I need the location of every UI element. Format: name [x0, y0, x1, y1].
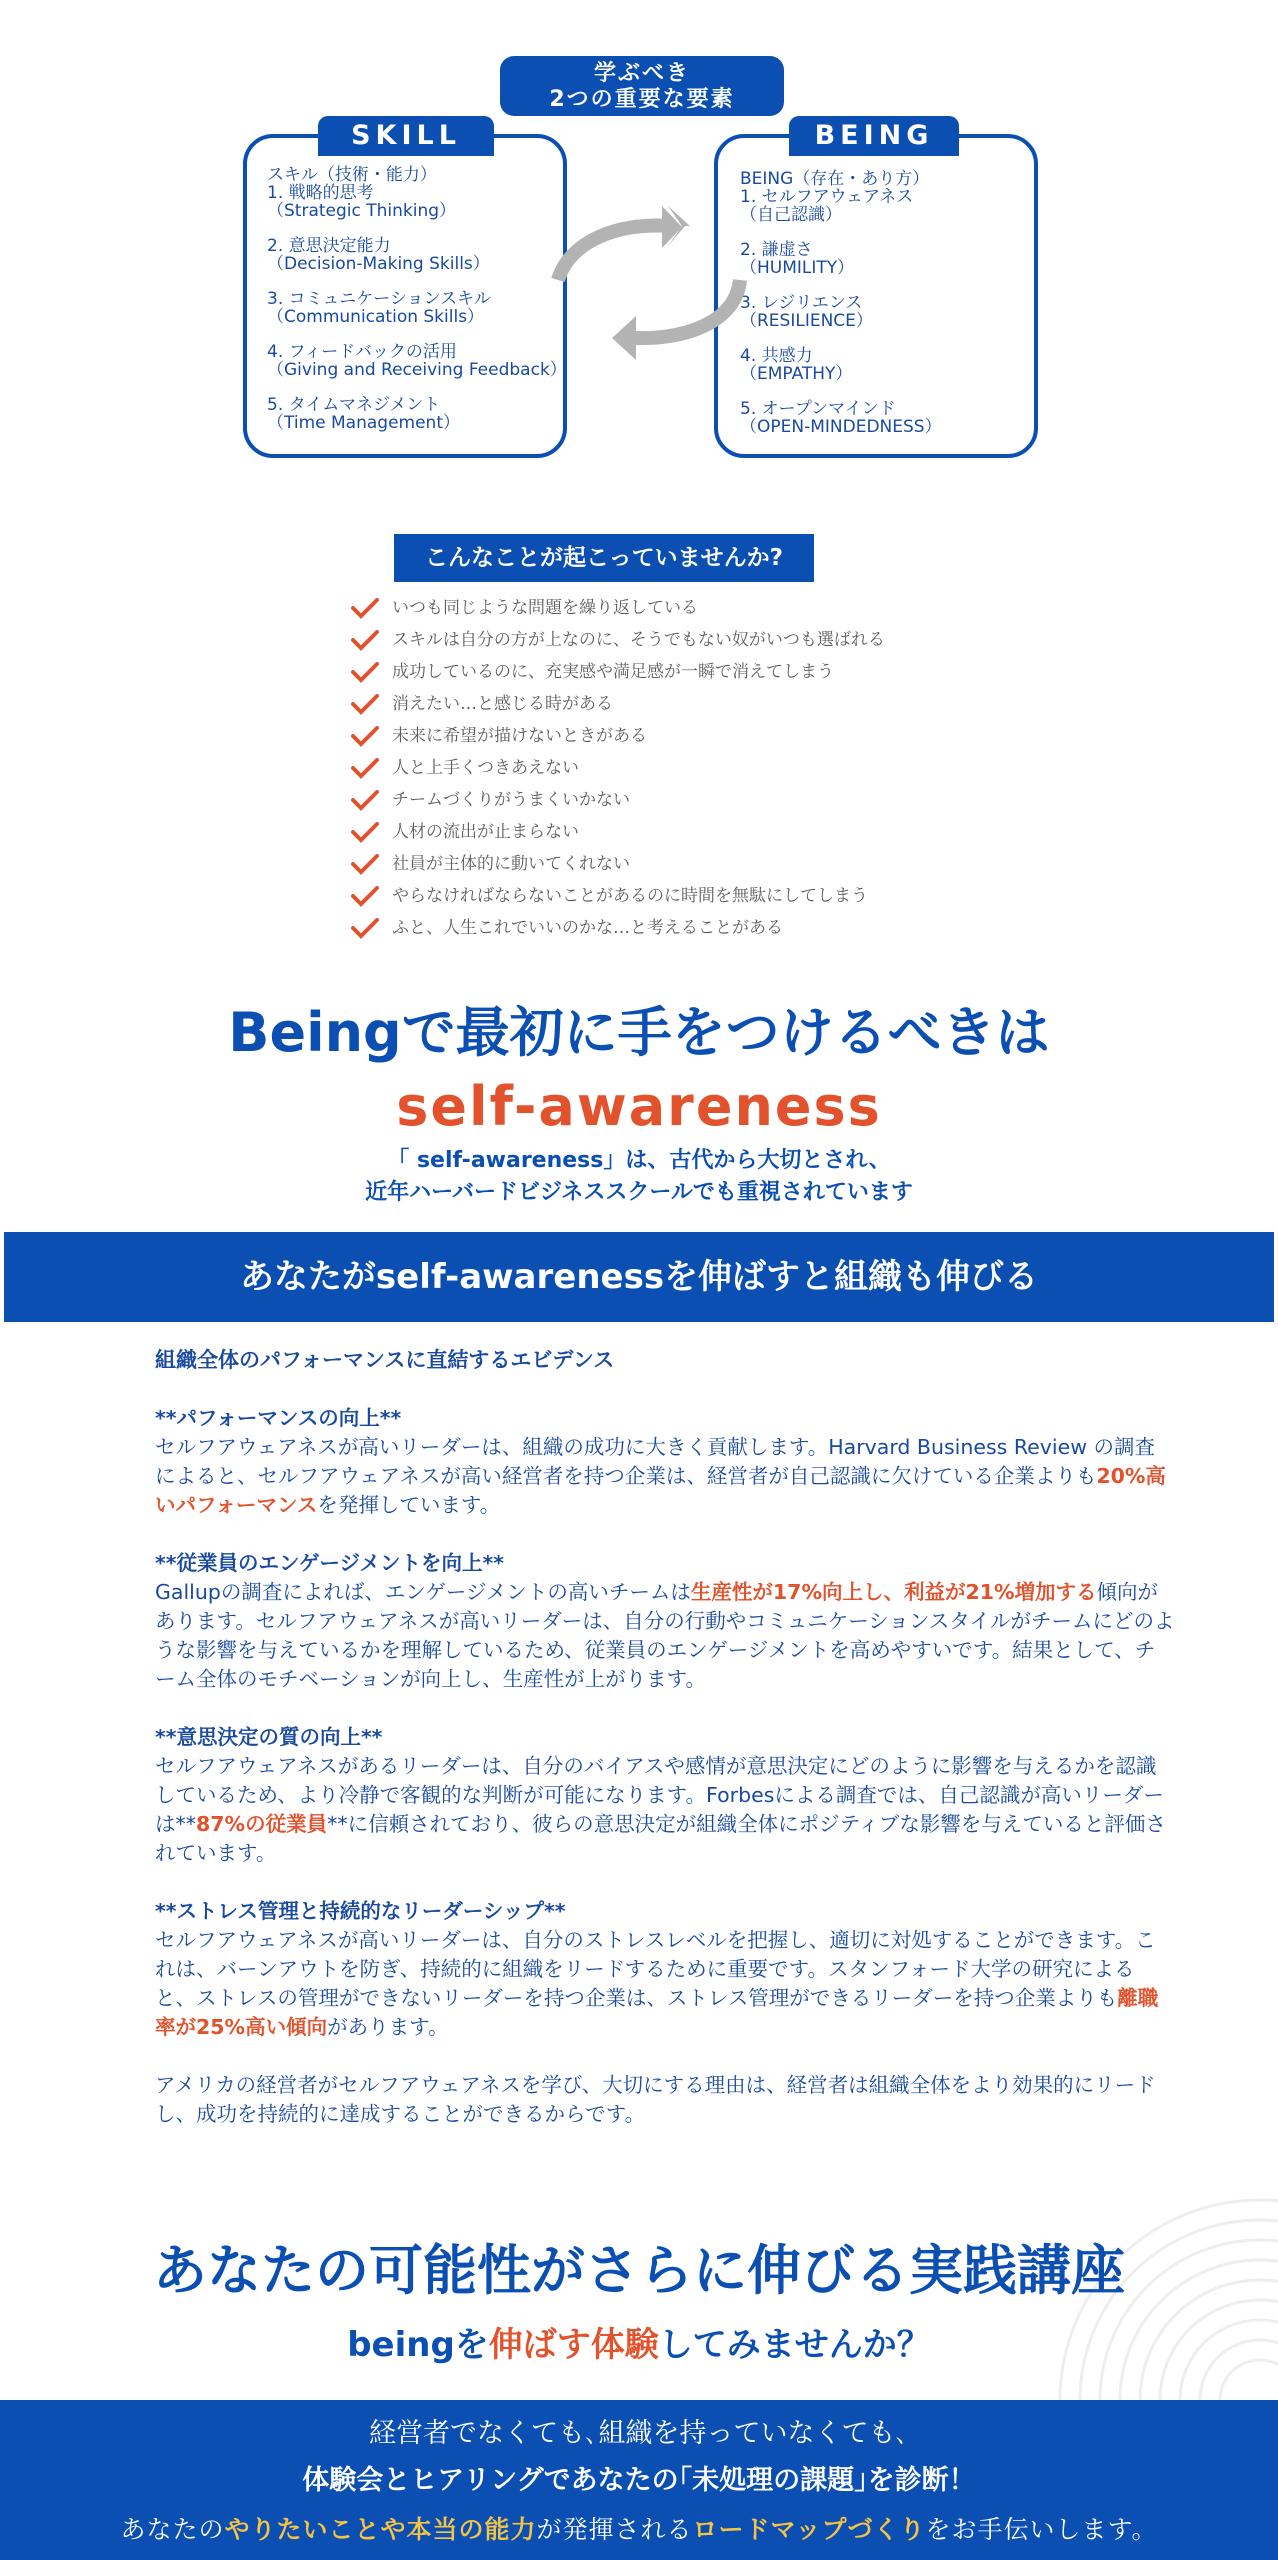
- evidence-title: 組織全体のパフォーマンスに直結するエビデンス: [155, 1348, 615, 1372]
- list-item-text: 社員が主体的に動いてくれない: [392, 854, 630, 874]
- list-item: [350, 688, 885, 720]
- check-icon: [350, 885, 380, 907]
- list-item-text: やらなければならないことがあるのに時間を無駄にしてしまう: [392, 886, 868, 906]
- list-item-text: スキルは自分の方が上なのに、そうでもない奴がいつも選ばれる: [392, 630, 885, 650]
- being-item: [740, 188, 1030, 224]
- skill-item-en: （Strategic Thinking）: [267, 201, 457, 221]
- section-heading: **従業員のエンゲージメントを向上**: [155, 1551, 504, 1575]
- diagram-title: [500, 56, 784, 116]
- body-text: セルフアウェアネスが高いリーダーは、組織の成功に大きく貢献します。Harvard Business Review の調査によると、セルフアウェアネスが高い経営者を持つ企業は、経営者が自己認識に欠けている企業よりも: [155, 1435, 1155, 1488]
- check-icon: [350, 853, 380, 875]
- section-heading: **パフォーマンスの向上**: [155, 1406, 402, 1430]
- list-item: [350, 816, 885, 848]
- list-item-text: いつも同じような問題を繰り返している: [392, 598, 698, 618]
- evidence-closing: アメリカの経営者がセルフアウェアネスを学び、大切にする理由は、経営者は組織全体をより効果的にリードし、成功を持続的に達成することができるからです。: [155, 2073, 1156, 2126]
- cta-subtitle: [0, 2320, 1278, 2370]
- footer-banner: [0, 2400, 1278, 2560]
- list-item: [350, 880, 885, 912]
- being-item-title: 5. オープンマインド: [740, 399, 896, 419]
- list-item: [350, 752, 885, 784]
- skill-heading: スキル（技術・能力）: [267, 165, 437, 185]
- section-heading: **意思決定の質の向上**: [155, 1725, 383, 1749]
- list-item: [350, 624, 885, 656]
- check-icon: [350, 757, 380, 779]
- skill-item-title: 5. タイムマネジメント: [267, 395, 441, 415]
- being-item: [740, 400, 1030, 436]
- footer-highlight: やりたいことや本当の能力: [224, 2515, 537, 2544]
- footer-text: をお手伝いします。: [925, 2515, 1158, 2544]
- section-body: [155, 1578, 1175, 1694]
- being-item-title: 2. 謙虚さ: [740, 240, 813, 260]
- list-item: [350, 784, 885, 816]
- cta-sub-text: beingを: [347, 2325, 489, 2365]
- section-body: [155, 1926, 1175, 2042]
- skill-item-title: 3. コミュニケーションスキル: [267, 289, 491, 309]
- cycle-arrows-icon: [540, 200, 760, 370]
- list-item: [350, 912, 885, 944]
- cta-title: あなたの可能性がさらに伸びる実践講座: [153, 2239, 1125, 2302]
- check-icon: [350, 597, 380, 619]
- skill-item-title: 4. フィードバックの活用: [267, 342, 457, 362]
- being-item-en: （自己認識）: [740, 205, 842, 225]
- body-text: 傾向があります。セルフアウェアネスが高いリーダーは、自分の行動やコミュニケーションスタイルがチームにどのような影響を与えているかを理解しているため、従業員のエンゲージメントを高めやすいです。結果として、チーム全体のモチベーションが向上し、生産性が上がります。: [155, 1580, 1175, 1691]
- list-item-text: 人材の流出が止まらない: [392, 822, 579, 842]
- skill-item: [267, 184, 567, 220]
- skill-item-en: （Decision-Making Skills）: [267, 254, 490, 274]
- evidence-section: [155, 1346, 1175, 2158]
- cta-sub-highlight: 伸ばす体験: [488, 2325, 659, 2365]
- headline-sub-2: 近年ハーバードビジネススクールでも重視されています: [365, 1180, 913, 1205]
- skill-item-title: 1. 戦略的思考: [267, 183, 374, 203]
- body-text: **に信頼されており、彼らの意思決定が組織全体にポジティブな影響を与えていると評価されています。: [155, 1812, 1166, 1865]
- being-item-title: 3. レジリエンス: [740, 293, 863, 313]
- evidence-stress: [155, 1897, 1175, 2042]
- headline-accent: self-awareness: [396, 1075, 882, 1138]
- list-item-text: 消えたい…と感じる時がある: [392, 694, 613, 714]
- being-heading: BEING（存在・あり方）: [740, 169, 930, 189]
- evidence-performance: [155, 1404, 1175, 1520]
- highlight-text: 生産性が17%向上し、利益が21%増加する: [690, 1580, 1097, 1604]
- being-list: [740, 170, 1030, 453]
- footer-line-2: 体験会とヒアリングであなたの｢未処理の課題｣を診断！: [302, 2465, 976, 2496]
- section-body: [155, 1752, 1175, 1868]
- highlight-text: 87%の従業員: [196, 1812, 328, 1836]
- skill-list: [267, 166, 567, 449]
- list-item: [350, 720, 885, 752]
- headline-main: Beingで最初に手をつけるべきは: [228, 1001, 1050, 1064]
- skill-item: [267, 343, 567, 379]
- skill-item: [267, 237, 567, 273]
- evidence-decision: [155, 1723, 1175, 1868]
- skill-item-title: 2. 意思決定能力: [267, 236, 391, 256]
- check-icon: [350, 725, 380, 747]
- body-text: セルフアウェアネスがあるリーダーは、自分のバイアスや感情が意思決定にどのように影響を与えるかを認識しているため、より冷静で客観的な判断が可能になります。Forbesによる調査では、自己認識が高いリーダーは**: [155, 1754, 1164, 1836]
- check-icon: [350, 789, 380, 811]
- being-item-en: （OPEN-MINDEDNESS）: [740, 417, 942, 437]
- skill-being-diagram: [0, 0, 1278, 470]
- skill-item-en: （Time Management）: [267, 413, 460, 433]
- section-band: あなたがself-awarenessを伸ばすと組織も伸びる: [4, 1232, 1274, 1322]
- skill-item-en: （Communication Skills）: [267, 307, 485, 327]
- being-item-en: （HUMILITY）: [740, 258, 855, 278]
- body-text: Gallupの調査によれば、エンゲージメントの高いチームは: [155, 1580, 691, 1604]
- list-item-text: 未来に希望が描けないときがある: [392, 726, 647, 746]
- skill-label: SKILL: [318, 116, 494, 156]
- highlight-text: 離職率が25%高い傾向: [155, 1986, 1159, 2039]
- being-item-en: （RESILIENCE）: [740, 311, 873, 331]
- list-item: [350, 592, 885, 624]
- body-text: を発揮しています。: [317, 1493, 501, 1517]
- being-item: [740, 241, 1030, 277]
- check-icon: [350, 693, 380, 715]
- footer-text: あなたの: [120, 2515, 225, 2544]
- diagram-title-line2: 2つの重要な要素: [549, 87, 735, 112]
- list-item-text: 人と上手くつきあえない: [392, 758, 579, 778]
- skill-item-en: （Giving and Receiving Feedback）: [267, 360, 567, 380]
- headline-sub-1: 「 self-awareness」は、古代から大切とされ、: [387, 1148, 891, 1173]
- skill-item: [267, 290, 567, 326]
- check-icon: [350, 821, 380, 843]
- problem-checklist: [350, 592, 885, 944]
- list-item-text: チームづくりがうまくいかない: [392, 790, 630, 810]
- being-item: [740, 294, 1030, 330]
- section-body: [155, 1433, 1175, 1520]
- highlight-text: 20%高いパフォーマンス: [155, 1464, 1166, 1517]
- footer-highlight: ロードマップづくり: [692, 2515, 926, 2544]
- footer-text: が発揮される: [536, 2515, 693, 2544]
- check-icon: [350, 917, 380, 939]
- being-label: BEING: [789, 116, 959, 156]
- section-heading: **ストレス管理と持続的なリーダーシップ**: [155, 1899, 566, 1923]
- being-item-en: （EMPATHY）: [740, 364, 853, 384]
- skill-item: [267, 396, 567, 432]
- body-text: セルフアウェアネスが高いリーダーは、自分のストレスレベルを把握し、適切に対処することができます。これは、バーンアウトを防ぎ、持続的に組織をリードするために重要です。スタンフォード大学の研究によると、ストレスの管理ができないリーダーを持つ企業は、ストレス管理ができるリーダーを持つ企業よりも: [155, 1928, 1156, 2010]
- list-item-text: 成功しているのに、充実感や満足感が一瞬で消えてしまう: [392, 662, 834, 682]
- list-item: [350, 848, 885, 880]
- list-item-text: ふと、人生これでいいのかな…と考えることがある: [392, 918, 783, 938]
- being-item: [740, 347, 1030, 383]
- evidence-engagement: [155, 1549, 1175, 1694]
- body-text: があります。: [327, 2015, 449, 2039]
- check-icon: [350, 629, 380, 651]
- being-item-title: 4. 共感力: [740, 346, 813, 366]
- cta-sub-text: してみませんか？: [658, 2325, 931, 2365]
- footer-line-3: [0, 2506, 1278, 2554]
- list-item: [350, 656, 885, 688]
- being-item-title: 1. セルフアウェアネス: [740, 187, 914, 207]
- check-icon: [350, 661, 380, 683]
- diagram-title-line1: 学ぶべき: [593, 61, 690, 86]
- problem-question: こんなことが起こっていませんか?: [394, 534, 814, 582]
- footer-line-1: 経営者でなくても､組織を持っていなくても､: [369, 2418, 909, 2449]
